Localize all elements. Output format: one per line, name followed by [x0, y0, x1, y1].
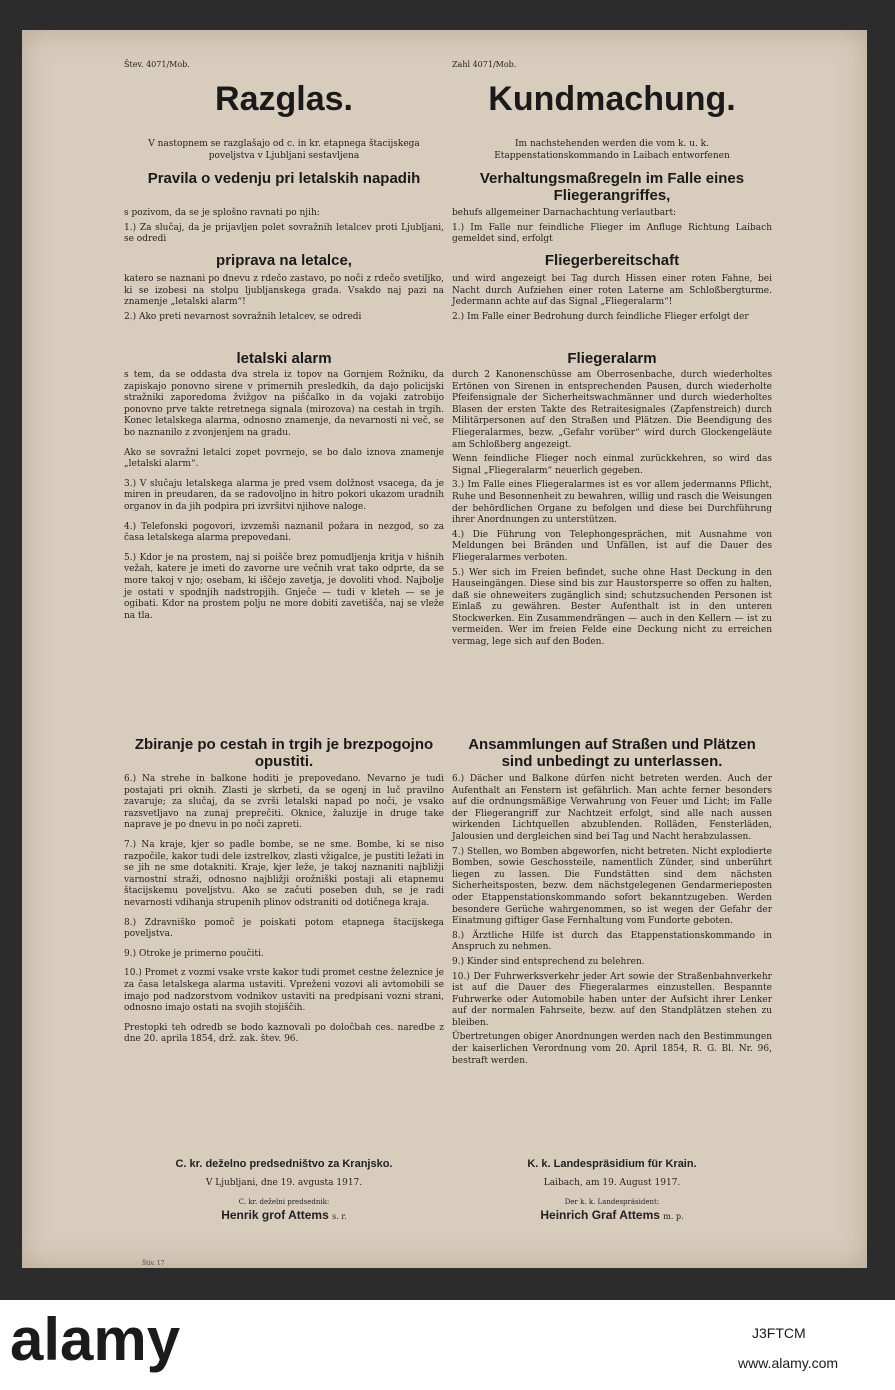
paragraph: 2.) Ako preti nevarnost sovražnih letalcev, se odredi — [124, 311, 362, 322]
body-text — [124, 274, 444, 326]
paragraph: und wird angezeigt bei Tag durch Hissen einer roten Fahne, bei Nacht durch Aufziehen einer roten Laterne am Schloßbergturme. Jedermann achte auf das Signal „Fliegeralarm“! — [452, 274, 772, 308]
paragraph: Übertretungen obiger Anordnungen werden nach den Bestimmungen der kaiserlichen Verordnung vom 20. April 1854, R. G. Bl. Nr. 96, bestraft werden. — [452, 1032, 772, 1066]
body-text — [452, 208, 772, 249]
watermark-logo: alamy — [10, 1306, 181, 1373]
paragraph: 5.) Wer sich im Freien befindet, suche ohne Hast Deckung in den Hauseingängen. Diese sind bis zur Haustorsperre so offen zu halten, daß sie ohneweiters zugänglich sind; schutzsuchenden Personen ist Einlaß zu gewähren. Bester Aufenthalt ist in den unteren Stockwerken. Ein Zusammendrängen — auch in den Kellern — ist zu vermeiden. Wer im freien Felde eine Deckung nicht zu erreichen vermag, lege sich auf den Boden. — [452, 567, 772, 648]
intro-text: Im nachstehenden werden die vom k. u. k. Etappenstationskommando in Laibach entworfenen — [494, 139, 730, 161]
slovenian-column — [124, 30, 444, 1268]
paragraph: 3.) V slučaju letalskega alarma je pred vsem dolžnost vsacega, da je miren in preudaren, da se radovoljno in hitro pokori ukazom uradnih organov in da jih podpira pri izvršitvi njihove naloge. — [124, 478, 444, 512]
paragraph: behufs allgemeiner Darnachachtung verlautbart: — [452, 208, 677, 218]
paragraph: 9.) Otroke je primerno poučiti. — [124, 948, 264, 959]
watermark-image-id: J3FTCM — [752, 1325, 806, 1341]
body-text — [124, 774, 444, 1049]
intro-text: V nastopnem se razglašajo od c. in kr. etapnega štacijskega poveljstva v Ljubljani sestavljena — [148, 139, 420, 161]
signature-block — [124, 1158, 444, 1222]
paragraph: 1.) Za slučaj, da je prijavljen polet sovražnih letalcev proti Ljubljani, se odredi — [124, 222, 444, 245]
president-label: Der k. k. Landespräsident: — [564, 1198, 660, 1206]
paragraph: 7.) Stellen, wo Bomben abgeworfen, nicht betreten. Nicht explodierte Bomben, sowie Geschossteile, namentlich Zünder, sind unberührt liegen zu lassen. Die Fundstätten sind dem nächsten Sicherheitsposten, bezw. dem nächstgelegenen Gendarmerieposten oder Etappenstationskommando sofort bekanntzugeben. Werden besondere Gerüche wahrgenommen, so ist wegen der Gefahr der Einatmung giftiger Gase Fernhaltung vom Fundorte geboten. — [452, 846, 772, 927]
reference-number: Zahl 4071/Mob. — [452, 60, 517, 69]
paragraph: 7.) Na kraje, kjer so padle bombe, se ne sme. Bombe, ki se niso razpočile, kakor tudi dele izstrelkov, zlasti vžigalce, je pustiti ležati in se jih ne sme dotakniti. Kraje, kjer leže, je takoj naznaniti najbližji varnostni straži, odnosno najbližji orožniški postaji ali etapnemu štacijskemu poveljstvu. Ako se začuti poseben duh, se je radi nevarnosti vdihanja strupenih plinov odstraniti od dotičnega kraja. — [124, 839, 444, 908]
paragraph: 8.) Zdravniško pomoč je poiskati potom etapnega štacijskega poveljstva. — [124, 917, 444, 940]
place-date: V Ljubljani, dne 19. avgusta 1917. — [205, 1178, 363, 1188]
signature-block — [452, 1158, 772, 1222]
paragraph: durch 2 Kanonenschüsse am Oberrosenbache, durch wiederholtes Ertönen von Sirenen in entsprechenden Pausen, durch wiederholte Pfeifensignale der Sicherheitswachmänner und durch wiederholtes Blasen der ersten Takte des Retraitesignales (Zapfenstreich) durch Militärpersonen auf den Straßen und Plätzen. Die Beendigung des Fliegeralarmes, bezw. „Gefahr vorüber“ wird durch Glockengeläute am Schloßberg angezeigt. — [452, 370, 772, 450]
section-heading: Fliegerbereitschaft — [544, 252, 680, 269]
body-text — [452, 274, 772, 326]
paragraph: katero se naznani po dnevu z rdečo zastavo, po noči z rdečo svetiljko, ki se izobesi na stolpu ljubljanskega grada. Vsakdo naj pazi na znamenje „letalski alarm“! — [124, 274, 444, 308]
place-date: Laibach, am 19. August 1917. — [543, 1178, 681, 1188]
section-heading: Pravila o vedenju pri letalskih napadih — [147, 170, 421, 187]
paragraph: 3.) Im Falle eines Fliegeralarmes ist es vor allem jedermanns Pflicht, Ruhe und Besonnenheit zu bewahren, willig und rasch die Weisungen der behördlichen Organe zu befolgen und diese bei Durchführung ihrer Anordnungen zu unterstützen. — [452, 480, 772, 526]
paragraph: s pozivom, da se je splošno ravnati po njih: — [124, 208, 320, 218]
body-text — [124, 370, 444, 625]
paragraph: 8.) Ärztliche Hilfe ist durch das Etappenstationskommando in Anspruch zu nehmen. — [452, 930, 772, 953]
signer-name — [452, 1208, 772, 1222]
issuing-authority: C. kr. deželno predsedništvo za Kranjsko. — [175, 1158, 393, 1170]
section-heading: priprava na letalce, — [216, 252, 352, 269]
section-heading: Ansammlungen auf Straßen und Plätzen sind unbedingt zu unterlassen. — [468, 736, 756, 770]
paragraph: Wenn feindliche Flieger noch einmal zurückkehren, so wird das Signal „Fliegeralarm“ neuerlich gegeben. — [452, 454, 772, 476]
reference-number: Štev. 4071/Mob. — [124, 60, 190, 69]
paragraph: Ako se sovražni letalci zopet povrnejo, se bo dalo iznova znamenje „letalski alarm“. — [124, 447, 444, 470]
paragraph: 5.) Kdor je na prostem, naj si poišče brez pomudljenja kritja v hišnih vežah, katere je imeti do zavorne ure večnih vrat tako odprte, da se more takoj v njo; osebam, ki iščejo zavetja, je dovoliti vhod. Najbolje je ostati v spodnjih nadstropjih. Gnječe — tudi v kleteh — se je ogibati. Kdor na prostem polju ne more dobiti zavetišča, naj se vleže na tla. — [124, 552, 444, 621]
poster-sheet — [22, 30, 867, 1268]
german-column — [452, 30, 772, 1268]
paragraph: 4.) Telefonski pogovori, izvzemši naznanil požara in nezgod, so za časa letalskega alarma prepovedani. — [124, 521, 444, 544]
signer-name — [124, 1208, 444, 1222]
paragraph: 6.) Dächer und Balkone dürfen nicht betreten werden. Auch der Aufenthalt an Fenstern ist gefährlich. Man achte ferner besonders auf die ordnungsmäßige Verwahrung von Feuer und Licht; im Falle der Fliegerangriff zur Nachtzeit erfolgt, sind alle nach aussen wirkenden Lichtquellen abzublenden. Rolläden, Fensterläden, Jalousien und dergleichen sind bei Tag und Nacht herabzulassen. — [452, 774, 772, 842]
poster-title: Razglas. — [215, 80, 353, 118]
issuing-authority: K. k. Landespräsidium für Krain. — [527, 1158, 697, 1170]
paragraph: 9.) Kinder sind entsprechend zu belehren. — [452, 956, 645, 967]
signer-text: Heinrich Graf Attems — [540, 1208, 660, 1222]
paragraph: 10.) Der Fuhrwerksverkehr jeder Art sowie der Straßenbahnverkehr ist auf die Dauer des Fliegeralarmes einzustellen. Bespannte Fuhrwerke oder Automobile haben unter der Aufsicht ihrer Lenker auf der normalen Fahrseite, bezw. auf den Standplätzen stehen zu bleiben. — [452, 971, 772, 1028]
section-heading: Fliegeralarm — [567, 350, 657, 367]
paragraph: 1.) Im Falle nur feindliche Flieger im Anfluge Richtung Laibach gemeldet sind, erfolgt — [452, 222, 772, 245]
paragraph: 6.) Na strehe in balkone hoditi je prepovedano. Nevarno je tudi postajati pri oknih. Zlasti je skrbeti, da se ogenj in luč pravilno zavaruje; za slučaj, da se zvrši letalski napad po noči, je vsako razsvetljavo na zunaj preprečiti. Oknice, žaluzije in druge take naprave je po dnevu in po noči zapreti. — [124, 774, 444, 831]
watermark-site: www.alamy.com — [738, 1355, 839, 1371]
body-text — [452, 370, 772, 652]
paragraph: Prestopki teh odredb se bodo kaznovali po določbah ces. naredbe z dne 20. aprila 1854, drž. zak. štev. 96. — [124, 1022, 444, 1045]
section-heading: Zbiranje po cestah in trgih je brezpogojno opustiti. — [134, 736, 434, 770]
paragraph: 2.) Im Falle einer Bedrohung durch feindliche Flieger erfolgt der — [452, 311, 749, 322]
paragraph: s tem, da se oddasta dva strela iz topov na Gornjem Rožniku, da zapiskajo ponovno sirene v primernih presledkih, da dajo policijski stražniki zaporedoma žvižgov na piščalko in da vojaki zatrobijo ponovno prve takte retretnega signala (mirozova) na cestah in trgih. Konec letalskega alarma, odnosno znamenje, da nevarnosti ni več, se bo naznanilo z zvonjenjem na gradu. — [124, 370, 444, 438]
body-text — [452, 774, 772, 1070]
body-text — [124, 208, 444, 249]
section-heading: Verhaltungsmaßregeln im Falle eines Fliegerangriffes, — [479, 170, 745, 204]
signer-suffix: m. p. — [663, 1212, 684, 1221]
paragraph: 4.) Die Führung von Telephongesprächen, mit Ausnahme von Meldungen bei Bränden und Unfällen, ist auf die Dauer des Fliegeralarmes verboten. — [452, 529, 772, 563]
paragraph: 10.) Promet z vozmi vsake vrste kakor tudi promet cestne železnice je za časa letalskega alarma ustaviti. Vpreženi vozovi ali avtomobili se imajo pod nadzorstvom vodnikov ustaviti na predpisani vozni strani, odnosno imajo ostati na svojih stojiščih. — [124, 968, 444, 1014]
president-label: C. kr. deželni predsednik: — [238, 1198, 330, 1206]
poster-title: Kundmachung. — [488, 80, 736, 118]
signer-text: Henrik grof Attems — [221, 1208, 329, 1222]
section-heading: letalski alarm — [236, 350, 332, 367]
print-mark: Štiv. 17 — [142, 1260, 165, 1267]
signer-suffix: s. r. — [332, 1212, 347, 1221]
